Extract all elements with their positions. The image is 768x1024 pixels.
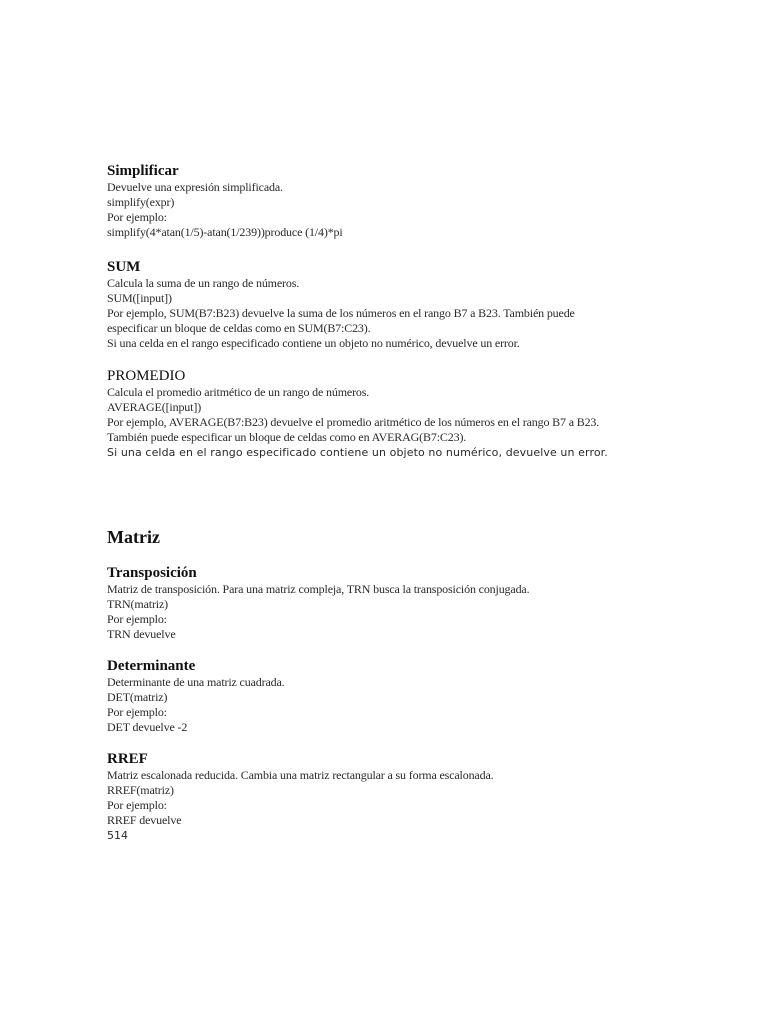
rref-example-label: Por ejemplo: [107,798,167,812]
simplificar-example-label: Por ejemplo: [107,210,167,224]
simplificar-example: simplify(4*atan(1/5)-atan(1/239))produce (1/4)*pi [107,225,343,239]
promedio-example: Por ejemplo, AVERAGE(B7:B23) devuelve el promedio aritmético de los números en el rango B7 a B23. [107,415,600,429]
transposicion-syntax: TRN(matriz) [107,597,168,611]
sum-error-note: Si una celda en el rango especificado contiene un objeto no numérico, devuelve un error. [107,336,520,350]
simplificar-description: Devuelve una expresión simplificada. [107,180,283,194]
section-promedio [107,367,707,460]
sum-example: Por ejemplo, SUM(B7:B23) devuelve la suma de los números en el rango B7 a B23. También puede [107,306,575,320]
sum-example-cont: especificar un bloque de celdas como en SUM(B7:C23). [107,321,371,335]
section-determinante [107,657,707,735]
determinante-example: DET devuelve -2 [107,720,188,734]
transposicion-description: Matriz de transposición. Para una matriz compleja, TRN busca la transposición conjugada. [107,582,530,596]
heading-rref: RREF [107,751,148,767]
promedio-syntax: AVERAGE([input]) [107,400,202,414]
section-rref [107,750,707,843]
determinante-example-label: Por ejemplo: [107,705,167,719]
heading-simplificar: Simplificar [107,163,179,179]
promedio-example-cont: También puede especificar un bloque de celdas como en AVERAG(B7:C23). [107,430,467,444]
simplificar-syntax: simplify(expr) [107,195,175,209]
transposicion-example-label: Por ejemplo: [107,612,167,626]
transposicion-example: TRN devuelve [107,627,176,641]
document-page [107,162,707,843]
heading-determinante: Determinante [107,658,196,674]
rref-example: RREF devuelve [107,813,182,827]
heading-sum: SUM [107,259,141,275]
sum-syntax: SUM([input]) [107,291,172,305]
rref-syntax: RREF(matriz) [107,783,174,797]
heading-matriz: Matriz [107,527,160,547]
sum-description: Calcula la suma de un rango de números. [107,276,300,290]
section-simplificar [107,162,707,240]
heading-promedio: PROMEDIO [107,368,186,384]
determinante-description: Determinante de una matriz cuadrada. [107,675,285,689]
rref-description: Matriz escalonada reducida. Cambia una matriz rectangular a su forma escalonada. [107,768,494,782]
determinante-syntax: DET(matriz) [107,690,168,704]
section-matriz [107,526,707,548]
heading-transposicion: Transposición [107,565,197,581]
section-transposicion [107,564,707,642]
page-number: 514 [107,829,128,842]
promedio-error-note: Si una celda en el rango especificado contiene un objeto no numérico, devuelve un error. [107,446,608,459]
promedio-description: Calcula el promedio aritmético de un rango de números. [107,385,370,399]
section-sum [107,258,707,351]
